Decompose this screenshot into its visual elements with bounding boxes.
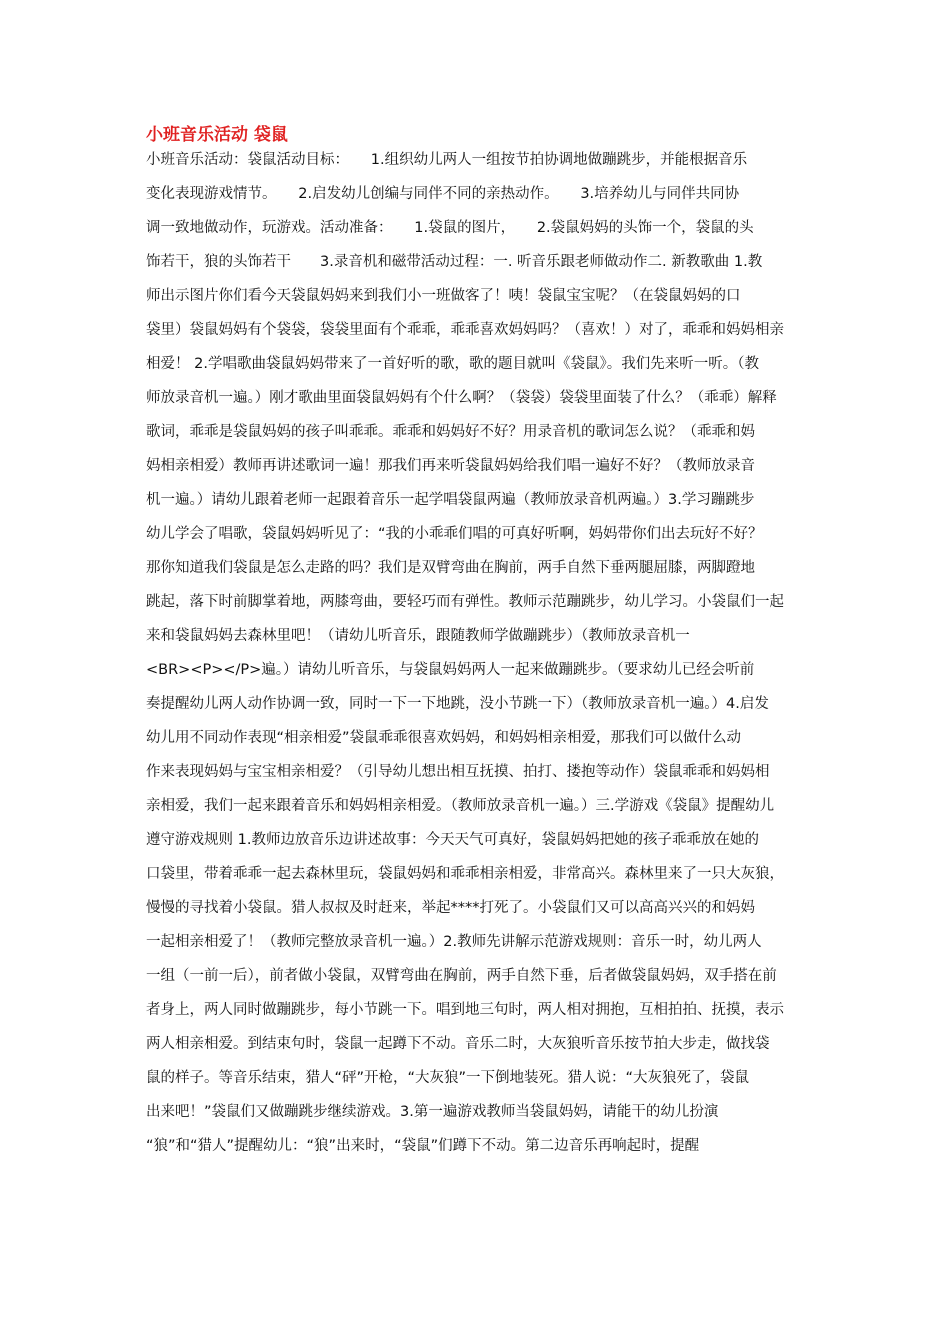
document-body <box>146 143 816 1163</box>
text-line: 幼儿学会了唱歌，袋鼠妈妈听见了：“我的小乖乖们唱的可真好听啊，妈妈带你们出去玩好不好？ <box>146 526 763 542</box>
text-line: 相爱！ 2.学唱歌曲袋鼠妈妈带来了一首好听的歌，歌的题目就叫《袋鼠》。我们先来听一听。（教 <box>146 356 759 372</box>
text-line: 幼儿用不同动作表现“相亲相爱”袋鼠乖乖很喜欢妈妈，和妈妈相亲相爱，那我们可以做什么动 <box>146 730 742 746</box>
text-line: 鼠的样子。等音乐结束，猎人“砰”开枪，“大灰狼”一下倒地装死。猎人说：“大灰狼死了，袋鼠 <box>146 1070 750 1086</box>
text-line: “狼”和“猎人”提醒幼儿：“狼”出来时，“袋鼠”们蹲下不动。第二边音乐再响起时，提醒 <box>146 1138 700 1154</box>
text-line: 慢慢的寻找着小袋鼠。猎人叔叔及时赶来，举起****打死了。小袋鼠们又可以高高兴兴的和妈妈 <box>146 900 755 916</box>
text-line: 师放录音机一遍。）刚才歌曲里面袋鼠妈妈有个什么啊？（袋袋）袋袋里面装了什么？（乖乖）解释 <box>146 390 777 406</box>
text-line: 奏提醒幼儿两人动作协调一致，同时一下一下地跳，没小节跳一下）（教师放录音机一遍。）4.启发 <box>146 696 769 712</box>
text-line: 两人相亲相爱。到结束句时，袋鼠一起蹲下不动。音乐二时，大灰狼听音乐按节拍大步走，做找袋 <box>146 1036 770 1052</box>
text-line: <BR><P></P>遍。）请幼儿听音乐，与袋鼠妈妈两人一起来做蹦跳步。（要求幼儿已经会听前 <box>146 662 755 678</box>
text-line: 亲相爱，我们一起来跟着音乐和妈妈相亲相爱。（教师放录音机一遍。）三.学游戏《袋鼠》提醒幼儿 <box>146 798 775 814</box>
text-line: 跳起，落下时前脚掌着地，两膝弯曲，要轻巧而有弹性。教师示范蹦跳步，幼儿学习。小袋鼠们一起 <box>146 594 784 610</box>
text-line: 来和袋鼠妈妈去森林里吧！（请幼儿听音乐，跟随教师学做蹦跳步）（教师放录音机一 <box>146 628 690 644</box>
text-line: 那你知道我们袋鼠是怎么走路的吗？我们是双臂弯曲在胸前，两手自然下垂两腿屈膝，两脚蹬地 <box>146 560 755 576</box>
text-line: 袋里）袋鼠妈妈有个袋袋，袋袋里面有个乖乖，乖乖喜欢妈妈吗？（喜欢！）对了，乖乖和妈妈相亲 <box>146 322 784 338</box>
text-line: 一组（一前一后），前者做小袋鼠，双臂弯曲在胸前，两手自然下垂，后者做袋鼠妈妈，双手搭在前 <box>146 968 777 984</box>
text-line: 口袋里，带着乖乖一起去森林里玩，袋鼠妈妈和乖乖相亲相爱，非常高兴。森林里来了一只大灰狼， <box>146 866 784 882</box>
text-line: 机一遍。）请幼儿跟着老师一起跟着音乐一起学唱袋鼠两遍（教师放录音机两遍。）3.学习蹦跳步 <box>146 492 755 508</box>
text-line: 饰若干，狼的头饰若干 3.录音机和磁带活动过程：一. 听音乐跟老师做动作二. 新教歌曲 1.教 <box>146 254 763 270</box>
text-line: 小班音乐活动：袋鼠活动目标： 1.组织幼儿两人一组按节拍协调地做蹦跳步，并能根据音乐 <box>146 152 748 168</box>
text-line: 遵守游戏规则 1.教师边放音乐边讲述故事：今天天气可真好，袋鼠妈妈把她的孩子乖乖放在她的 <box>146 832 759 848</box>
text-line: 一起相亲相爱了！（教师完整放录音机一遍。）2.教师先讲解示范游戏规则：音乐一时，幼儿两人 <box>146 934 762 950</box>
text-line: 作来表现妈妈与宝宝相亲相爱？（引导幼儿想出相互抚摸、拍打、搂抱等动作）袋鼠乖乖和妈妈相 <box>146 764 770 780</box>
text-line: 调一致地做动作，玩游戏。活动准备： 1.袋鼠的图片， 2.袋鼠妈妈的头饰一个，袋鼠的头 <box>146 220 754 236</box>
text-line: 歌词，乖乖是袋鼠妈妈的孩子叫乖乖。乖乖和妈妈好不好？用录音机的歌词怎么说？（乖乖和妈 <box>146 424 755 440</box>
text-line: 者身上，两人同时做蹦跳步，每小节跳一下。唱到地三句时，两人相对拥抱，互相拍拍、抚摸，表示 <box>146 1002 784 1018</box>
text-line: 出来吧！”袋鼠们又做蹦跳步继续游戏。3.第一遍游戏教师当袋鼠妈妈，请能干的幼儿扮演 <box>146 1104 719 1120</box>
document-title: 小班音乐活动 袋鼠 <box>146 125 288 145</box>
text-line: 妈相亲相爱）教师再讲述歌词一遍！那我们再来听袋鼠妈妈给我们唱一遍好不好？（教师放录音 <box>146 458 755 474</box>
text-line: 师出示图片你们看今天袋鼠妈妈来到我们小一班做客了！咦！袋鼠宝宝呢？（在袋鼠妈妈的口 <box>146 288 741 304</box>
text-line: 变化表现游戏情节。 2.启发幼儿创编与同伴不同的亲热动作。 3.培养幼儿与同伴共同协 <box>146 186 740 202</box>
